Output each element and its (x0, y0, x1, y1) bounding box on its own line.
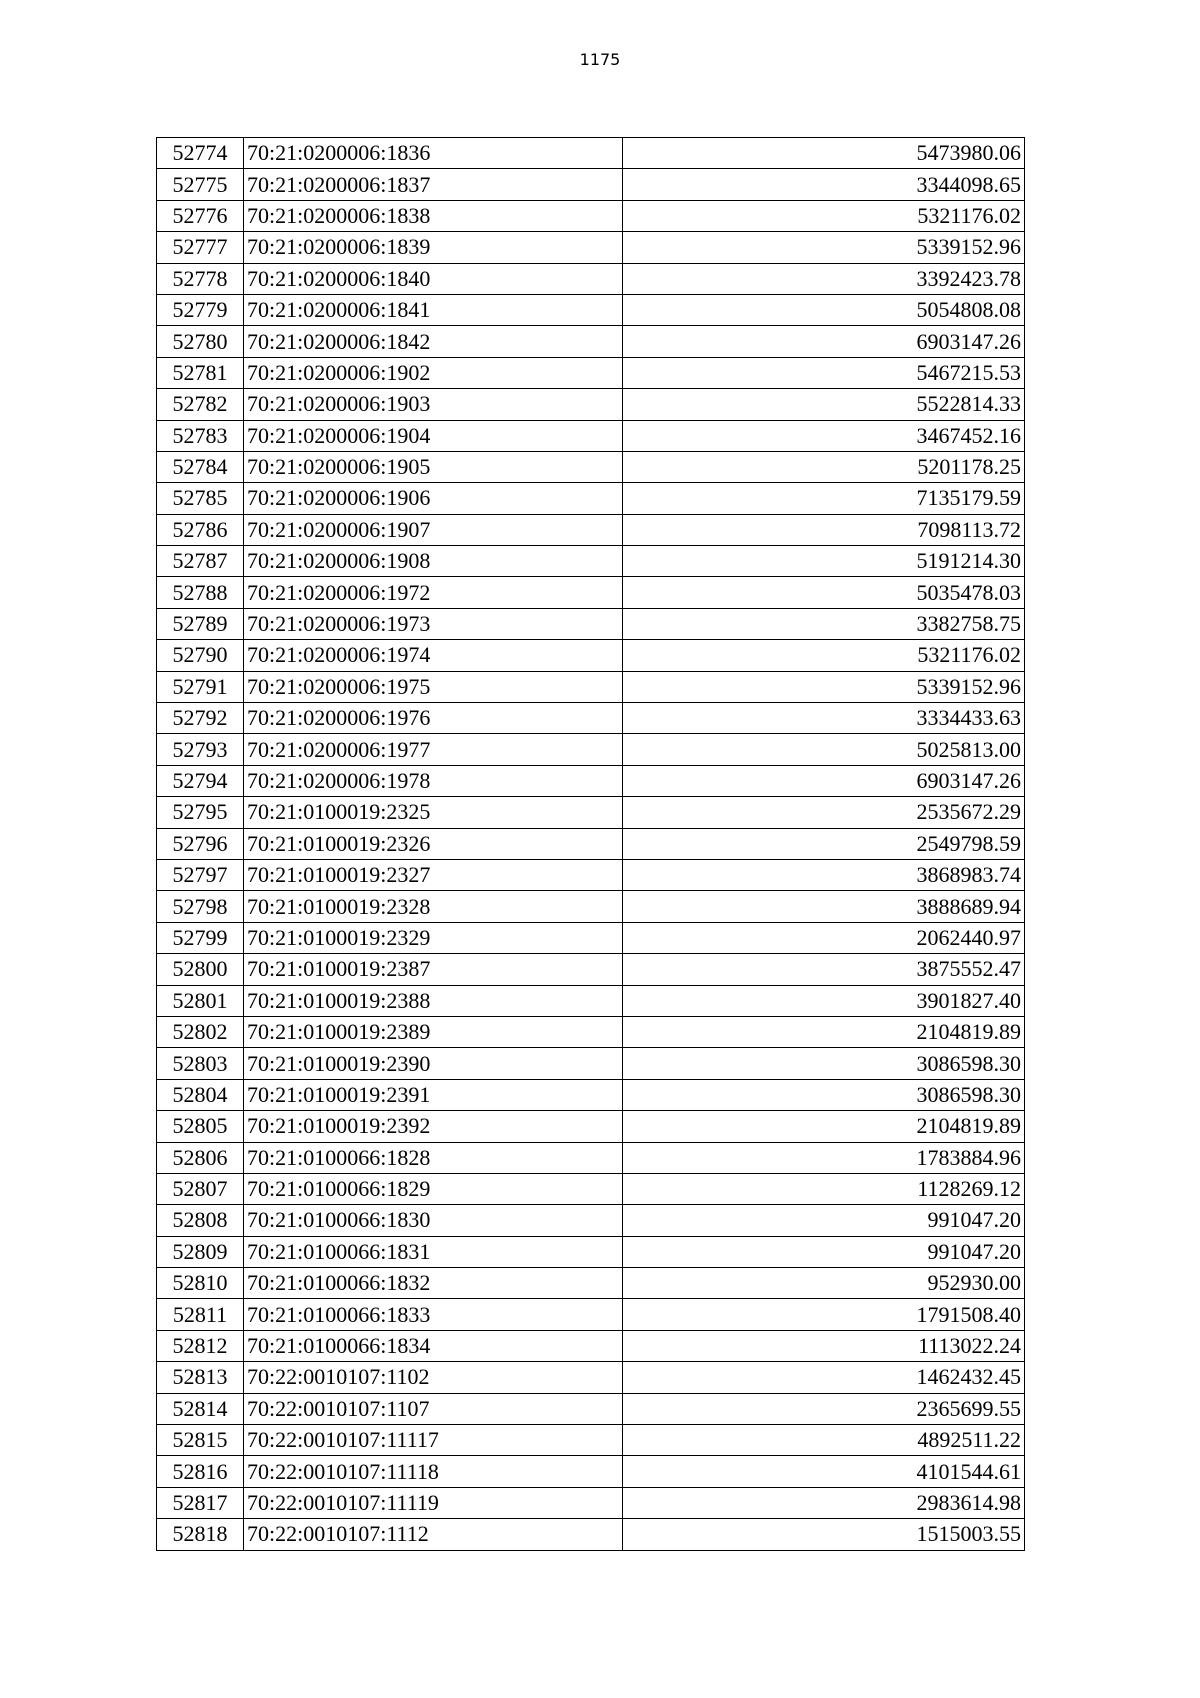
row-number-cell: 52794 (157, 765, 244, 796)
value-cell: 5321176.02 (623, 200, 1025, 231)
value-cell: 1462432.45 (623, 1362, 1025, 1393)
table-row (157, 703, 1025, 734)
cadastral-number-cell: 70:21:0100019:2327 (244, 859, 623, 890)
table-row (157, 1487, 1025, 1518)
value-cell: 5035478.03 (623, 577, 1025, 608)
table-row (157, 451, 1025, 482)
value-cell: 5054808.08 (623, 294, 1025, 325)
table-row (157, 828, 1025, 859)
cadastral-number-cell: 70:21:0200006:1977 (244, 734, 623, 765)
table-row (157, 640, 1025, 671)
table-row (157, 1079, 1025, 1110)
value-cell: 3392423.78 (623, 263, 1025, 294)
cadastral-number-cell: 70:21:0200006:1974 (244, 640, 623, 671)
row-number-cell: 52787 (157, 546, 244, 577)
cadastral-number-cell: 70:21:0200006:1841 (244, 294, 623, 325)
value-cell: 3868983.74 (623, 859, 1025, 890)
row-number-cell: 52775 (157, 169, 244, 200)
value-cell: 1113022.24 (623, 1330, 1025, 1361)
table-row (157, 1236, 1025, 1267)
cadastral-number-cell: 70:21:0100019:2390 (244, 1048, 623, 1079)
table-row (157, 1111, 1025, 1142)
table-row (157, 765, 1025, 796)
table-row (157, 389, 1025, 420)
cadastral-number-cell: 70:21:0100066:1831 (244, 1236, 623, 1267)
row-number-cell: 52776 (157, 200, 244, 231)
cadastral-number-cell: 70:21:0200006:1904 (244, 420, 623, 451)
cadastral-number-cell: 70:22:0010107:11117 (244, 1425, 623, 1456)
row-number-cell: 52792 (157, 703, 244, 734)
value-cell: 4101544.61 (623, 1456, 1025, 1487)
table-row (157, 891, 1025, 922)
cadastral-number-cell: 70:22:0010107:1112 (244, 1519, 623, 1550)
table-row (157, 1048, 1025, 1079)
value-cell: 4892511.22 (623, 1425, 1025, 1456)
value-cell: 3901827.40 (623, 985, 1025, 1016)
cadastral-number-cell: 70:21:0100019:2391 (244, 1079, 623, 1110)
cadastral-number-cell: 70:21:0100019:2387 (244, 954, 623, 985)
cadastral-number-cell: 70:22:0010107:1102 (244, 1362, 623, 1393)
row-number-cell: 52813 (157, 1362, 244, 1393)
cadastral-number-cell: 70:21:0100019:2388 (244, 985, 623, 1016)
value-cell: 2983614.98 (623, 1487, 1025, 1518)
value-cell: 3888689.94 (623, 891, 1025, 922)
table-row (157, 514, 1025, 545)
cadastral-number-cell: 70:21:0100019:2325 (244, 797, 623, 828)
row-number-cell: 52793 (157, 734, 244, 765)
table-row (157, 1173, 1025, 1204)
value-cell: 3467452.16 (623, 420, 1025, 451)
value-cell: 952930.00 (623, 1268, 1025, 1299)
row-number-cell: 52778 (157, 263, 244, 294)
value-cell: 1128269.12 (623, 1173, 1025, 1204)
cadastral-number-cell: 70:21:0100019:2392 (244, 1111, 623, 1142)
cadastral-number-cell: 70:21:0200006:1839 (244, 232, 623, 263)
row-number-cell: 52789 (157, 608, 244, 639)
table-row (157, 1268, 1025, 1299)
cadastral-number-cell: 70:21:0100066:1828 (244, 1142, 623, 1173)
table-row (157, 232, 1025, 263)
value-cell: 5522814.33 (623, 389, 1025, 420)
row-number-cell: 52816 (157, 1456, 244, 1487)
row-number-cell: 52791 (157, 671, 244, 702)
table-row (157, 671, 1025, 702)
value-cell: 5339152.96 (623, 232, 1025, 263)
table-row (157, 734, 1025, 765)
cadastral-number-cell: 70:21:0100019:2328 (244, 891, 623, 922)
table-row (157, 1425, 1025, 1456)
value-cell: 6903147.26 (623, 765, 1025, 796)
value-cell: 5191214.30 (623, 546, 1025, 577)
table-row (157, 577, 1025, 608)
row-number-cell: 52788 (157, 577, 244, 608)
row-number-cell: 52811 (157, 1299, 244, 1330)
value-cell: 2535672.29 (623, 797, 1025, 828)
cadastral-number-cell: 70:21:0200006:1837 (244, 169, 623, 200)
cadastral-number-cell: 70:21:0200006:1836 (244, 138, 623, 169)
value-cell: 2104819.89 (623, 1111, 1025, 1142)
value-cell: 5201178.25 (623, 451, 1025, 482)
value-cell: 3086598.30 (623, 1079, 1025, 1110)
cadastral-number-cell: 70:21:0100019:2329 (244, 922, 623, 953)
cadastral-number-cell: 70:22:0010107:11119 (244, 1487, 623, 1518)
row-number-cell: 52779 (157, 294, 244, 325)
table-row (157, 357, 1025, 388)
row-number-cell: 52790 (157, 640, 244, 671)
cadastral-number-cell: 70:21:0200006:1838 (244, 200, 623, 231)
row-number-cell: 52814 (157, 1393, 244, 1424)
table-row (157, 138, 1025, 169)
row-number-cell: 52781 (157, 357, 244, 388)
row-number-cell: 52797 (157, 859, 244, 890)
value-cell: 5339152.96 (623, 671, 1025, 702)
value-cell: 2062440.97 (623, 922, 1025, 953)
cadastral-number-cell: 70:21:0200006:1978 (244, 765, 623, 796)
table-row (157, 200, 1025, 231)
table-row (157, 1142, 1025, 1173)
value-cell: 5321176.02 (623, 640, 1025, 671)
table-row (157, 546, 1025, 577)
table-row (157, 608, 1025, 639)
table-row (157, 1016, 1025, 1047)
cadastral-number-cell: 70:21:0200006:1902 (244, 357, 623, 388)
cadastral-number-cell: 70:21:0200006:1840 (244, 263, 623, 294)
table-row (157, 1205, 1025, 1236)
table-row (157, 420, 1025, 451)
row-number-cell: 52783 (157, 420, 244, 451)
row-number-cell: 52799 (157, 922, 244, 953)
row-number-cell: 52803 (157, 1048, 244, 1079)
table-row (157, 797, 1025, 828)
table-row (157, 1456, 1025, 1487)
value-cell: 991047.20 (623, 1205, 1025, 1236)
table-row (157, 263, 1025, 294)
cadastral-number-cell: 70:21:0200006:1973 (244, 608, 623, 639)
table-row (157, 1393, 1025, 1424)
row-number-cell: 52808 (157, 1205, 244, 1236)
row-number-cell: 52809 (157, 1236, 244, 1267)
row-number-cell: 52805 (157, 1111, 244, 1142)
table-row (157, 859, 1025, 890)
row-number-cell: 52796 (157, 828, 244, 859)
row-number-cell: 52817 (157, 1487, 244, 1518)
cadastral-number-cell: 70:21:0100066:1830 (244, 1205, 623, 1236)
row-number-cell: 52786 (157, 514, 244, 545)
cadastral-number-cell: 70:21:0200006:1906 (244, 483, 623, 514)
value-cell: 5473980.06 (623, 138, 1025, 169)
value-cell: 7135179.59 (623, 483, 1025, 514)
value-cell: 3344098.65 (623, 169, 1025, 200)
cadastral-number-cell: 70:21:0200006:1905 (244, 451, 623, 482)
row-number-cell: 52795 (157, 797, 244, 828)
cadastral-number-cell: 70:21:0100066:1833 (244, 1299, 623, 1330)
value-cell: 3382758.75 (623, 608, 1025, 639)
cadastral-value-table (156, 137, 1025, 1551)
table-row (157, 1330, 1025, 1361)
table-row (157, 1362, 1025, 1393)
value-cell: 2365699.55 (623, 1393, 1025, 1424)
value-cell: 1783884.96 (623, 1142, 1025, 1173)
page-number: 1175 (579, 50, 621, 69)
row-number-cell: 52782 (157, 389, 244, 420)
cadastral-number-cell: 70:21:0200006:1975 (244, 671, 623, 702)
table-row (157, 985, 1025, 1016)
cadastral-number-cell: 70:21:0100019:2326 (244, 828, 623, 859)
value-cell: 3086598.30 (623, 1048, 1025, 1079)
value-cell: 1791508.40 (623, 1299, 1025, 1330)
row-number-cell: 52812 (157, 1330, 244, 1361)
table-row (157, 954, 1025, 985)
row-number-cell: 52810 (157, 1268, 244, 1299)
value-cell: 2549798.59 (623, 828, 1025, 859)
row-number-cell: 52774 (157, 138, 244, 169)
cadastral-number-cell: 70:21:0200006:1907 (244, 514, 623, 545)
value-cell: 991047.20 (623, 1236, 1025, 1267)
row-number-cell: 52806 (157, 1142, 244, 1173)
row-number-cell: 52804 (157, 1079, 244, 1110)
value-cell: 1515003.55 (623, 1519, 1025, 1550)
value-cell: 5025813.00 (623, 734, 1025, 765)
table-row (157, 483, 1025, 514)
row-number-cell: 52777 (157, 232, 244, 263)
cadastral-number-cell: 70:22:0010107:1107 (244, 1393, 623, 1424)
table-row (157, 169, 1025, 200)
cadastral-number-cell: 70:21:0100066:1834 (244, 1330, 623, 1361)
cadastral-number-cell: 70:21:0100019:2389 (244, 1016, 623, 1047)
value-cell: 3334433.63 (623, 703, 1025, 734)
row-number-cell: 52785 (157, 483, 244, 514)
cadastral-number-cell: 70:22:0010107:11118 (244, 1456, 623, 1487)
cadastral-number-cell: 70:21:0200006:1903 (244, 389, 623, 420)
table-row (157, 294, 1025, 325)
row-number-cell: 52780 (157, 326, 244, 357)
value-cell: 2104819.89 (623, 1016, 1025, 1047)
row-number-cell: 52801 (157, 985, 244, 1016)
cadastral-number-cell: 70:21:0200006:1976 (244, 703, 623, 734)
row-number-cell: 52800 (157, 954, 244, 985)
cadastral-number-cell: 70:21:0100066:1829 (244, 1173, 623, 1204)
row-number-cell: 52818 (157, 1519, 244, 1550)
value-cell: 5467215.53 (623, 357, 1025, 388)
row-number-cell: 52802 (157, 1016, 244, 1047)
cadastral-number-cell: 70:21:0200006:1908 (244, 546, 623, 577)
row-number-cell: 52784 (157, 451, 244, 482)
table-row (157, 1519, 1025, 1550)
cadastral-number-cell: 70:21:0200006:1842 (244, 326, 623, 357)
table-row (157, 1299, 1025, 1330)
table-row (157, 922, 1025, 953)
row-number-cell: 52798 (157, 891, 244, 922)
value-cell: 7098113.72 (623, 514, 1025, 545)
table-row (157, 326, 1025, 357)
cadastral-number-cell: 70:21:0100066:1832 (244, 1268, 623, 1299)
cadastral-number-cell: 70:21:0200006:1972 (244, 577, 623, 608)
row-number-cell: 52807 (157, 1173, 244, 1204)
value-cell: 3875552.47 (623, 954, 1025, 985)
value-cell: 6903147.26 (623, 326, 1025, 357)
table-body (157, 138, 1025, 1551)
row-number-cell: 52815 (157, 1425, 244, 1456)
